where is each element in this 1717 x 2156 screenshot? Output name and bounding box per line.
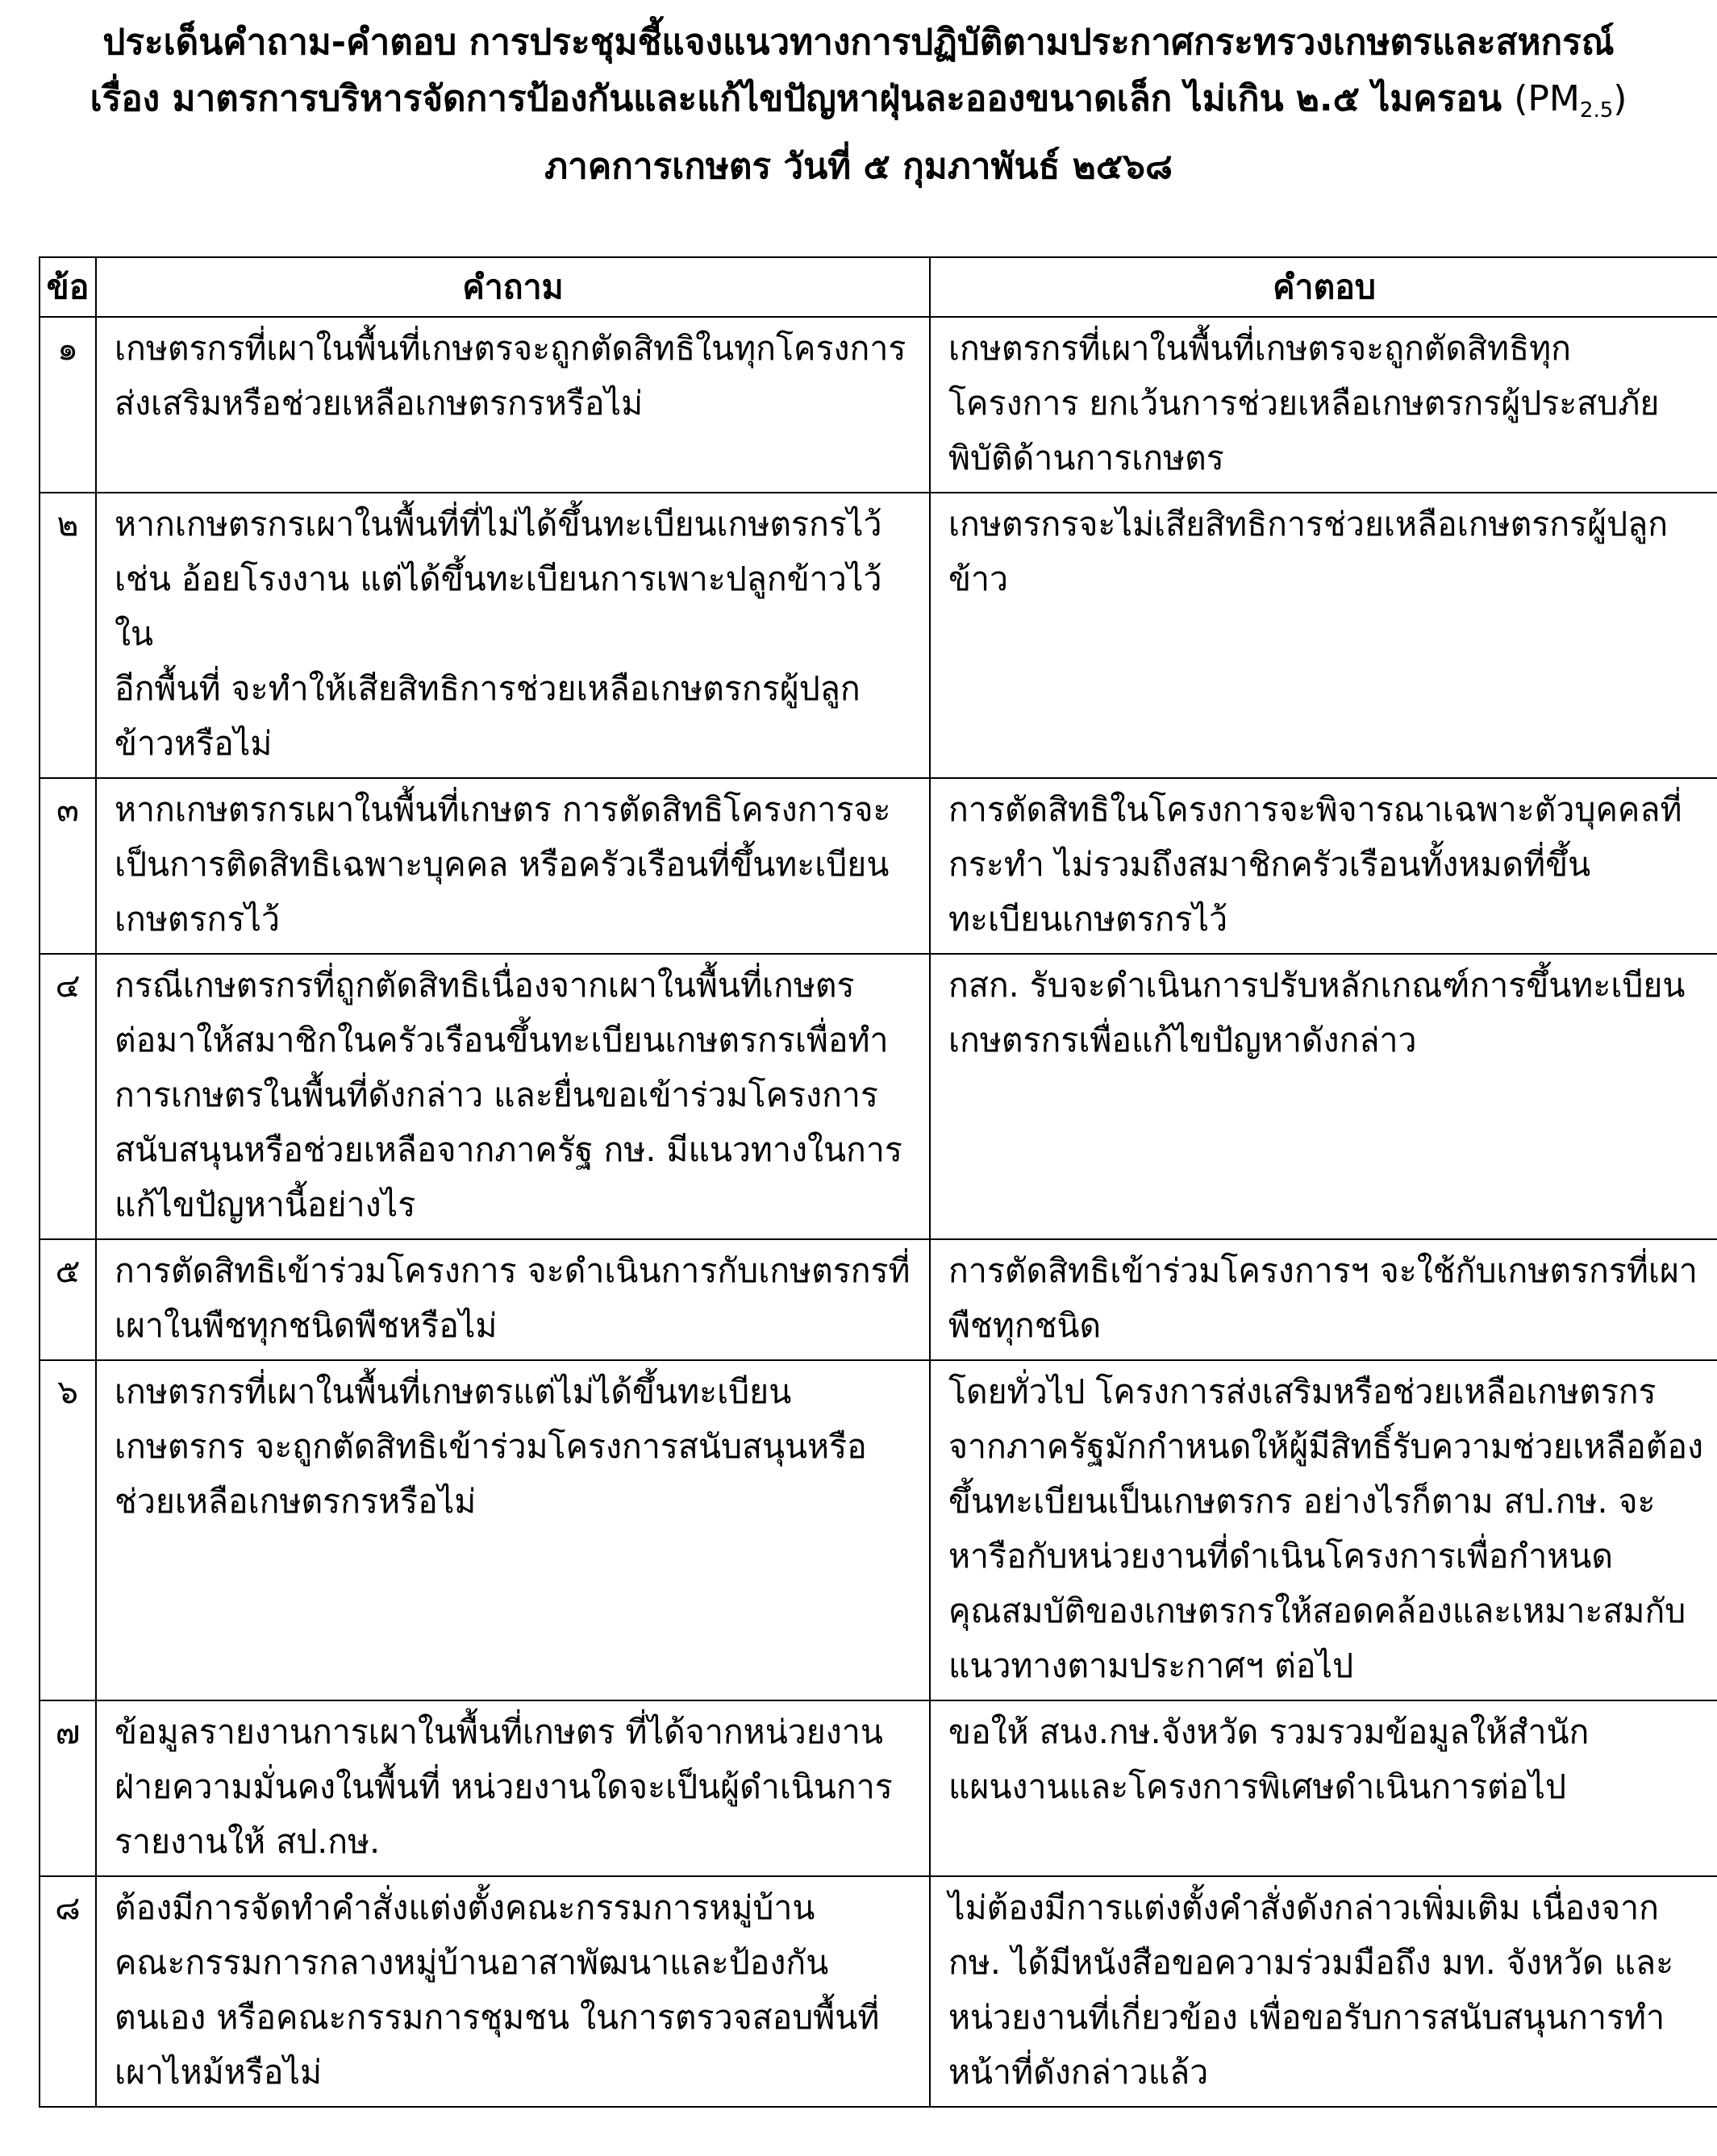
question-cell-line: ส่งเสริมหรือช่วยเหลือเกษตรกรหรือไม่ bbox=[115, 384, 644, 422]
question-cell bbox=[96, 1700, 930, 1876]
answer-cell-line: ไม่ต้องมีการแต่งตั้งคำสั่งดังกล่าวเพิ่มเติม เนื่องจาก bbox=[948, 1888, 1659, 1927]
table-row bbox=[40, 778, 1717, 954]
question-cell-line: คณะกรรมการกลางหมู่บ้านอาสาพัฒนาและป้องกัน bbox=[115, 1943, 829, 1982]
answer-cell bbox=[930, 1700, 1717, 1876]
question-cell bbox=[96, 954, 930, 1239]
answer-cell-line: โดยทั่วไป โครงการส่งเสริมหรือช่วยเหลือเกษตรกร bbox=[948, 1372, 1657, 1411]
table-row bbox=[40, 1876, 1717, 2107]
answer-cell-line: หน่วยงานที่เกี่ยวข้อง เพื่อขอรับการสนับสนุนการทำ bbox=[948, 1998, 1665, 2037]
pm-subscript: 2.5 bbox=[1579, 98, 1614, 123]
answer-cell-line: กษ. ได้มีหนังสือขอความร่วมมือถึง มท. จังหวัด และ bbox=[948, 1943, 1674, 1982]
header-answer: คำตอบ bbox=[930, 257, 1717, 317]
question-cell-line: เกษตรกรที่เผาในพื้นที่เกษตรแต่ไม่ได้ขึ้นทะเบียน bbox=[115, 1372, 792, 1411]
title-line-1: ประเด็นคำถาม-คำตอบ การประชุมชี้แจงแนวทางการปฏิบัติตามประกาศกระทรวงเกษตรและสหกรณ์ bbox=[102, 22, 1615, 63]
answer-cell-line: การตัดสิทธิในโครงการจะพิจารณาเฉพาะตัวบุคคลที่ bbox=[948, 790, 1682, 829]
question-cell-line: หากเกษตรกรเผาในพื้นที่ที่ไม่ได้ขึ้นทะเบียนเกษตรกรไว้ bbox=[115, 505, 882, 543]
question-cell-line: แก้ไขปัญหานี้อย่างไร bbox=[115, 1185, 416, 1224]
table-header-row bbox=[40, 257, 1717, 317]
question-cell-line: การเกษตรในพื้นที่ดังกล่าว และยื่นขอเข้าร่วมโครงการ bbox=[115, 1076, 878, 1114]
question-cell-line: เกษตรกร จะถูกตัดสิทธิเข้าร่วมโครงการสนับสนุนหรือ bbox=[115, 1427, 867, 1466]
row-number: ๕ bbox=[40, 1239, 96, 1360]
answer-cell-line: ขึ้นทะเบียนเป็นเกษตรกร อย่างไรก็ตาม สป.กษ. จะ bbox=[948, 1482, 1656, 1521]
question-cell-line: เผาในพืชทุกชนิดพืชหรือไม่ bbox=[115, 1306, 498, 1345]
pm-label bbox=[1514, 78, 1627, 123]
table-row bbox=[40, 317, 1717, 493]
question-cell-line: เป็นการติดสิทธิเฉพาะบุคคล หรือครัวเรือนที่ขึ้นทะเบียน bbox=[115, 845, 890, 884]
row-number: ๔ bbox=[40, 954, 96, 1239]
question-cell bbox=[96, 1360, 930, 1700]
question-cell-line: การตัดสิทธิเข้าร่วมโครงการ จะดำเนินการกับเกษตรกรที่ bbox=[115, 1251, 911, 1290]
answer-cell-line: พิบัติด้านการเกษตร bbox=[948, 439, 1224, 477]
question-cell-line: ฝ่ายความมั่นคงในพื้นที่ หน่วยงานใดจะเป็นผู้ดำเนินการ bbox=[115, 1767, 893, 1806]
answer-cell-line: ทะเบียนเกษตรกรไว้ bbox=[948, 900, 1228, 939]
answer-cell-line: แผนงานและโครงการพิเศษดำเนินการต่อไป bbox=[948, 1767, 1567, 1806]
answer-cell-line: ข้าว bbox=[948, 560, 1009, 598]
row-number: ๗ bbox=[40, 1700, 96, 1876]
question-cell bbox=[96, 1239, 930, 1360]
answer-cell bbox=[930, 1239, 1717, 1360]
answer-cell-line: เกษตรกรที่เผาในพื้นที่เกษตรจะถูกตัดสิทธิทุก bbox=[948, 329, 1571, 368]
row-number: ๘ bbox=[40, 1876, 96, 2107]
answer-cell-line: คุณสมบัติของเกษตรกรให้สอดคล้องและเหมาะสมกับ bbox=[948, 1592, 1686, 1630]
row-number: ๓ bbox=[40, 778, 96, 954]
header-question: คำถาม bbox=[96, 257, 930, 317]
answer-cell bbox=[930, 1360, 1717, 1700]
pm-close: ) bbox=[1613, 78, 1627, 119]
question-cell bbox=[96, 778, 930, 954]
question-cell bbox=[96, 493, 930, 778]
row-number: ๖ bbox=[40, 1360, 96, 1700]
table-row bbox=[40, 1360, 1717, 1700]
table-row bbox=[40, 1239, 1717, 1360]
answer-cell-line: จากภาครัฐมักกำหนดให้ผู้มีสิทธิ์รับความช่วยเหลือต้อง bbox=[948, 1427, 1704, 1466]
document-title bbox=[0, 15, 1717, 195]
row-number: ๒ bbox=[40, 493, 96, 778]
title-line-3: ภาคการเกษตร วันที่ ๕ กุมภาพันธ์ ๒๕๖๘ bbox=[544, 146, 1173, 187]
answer-cell-line: เกษตรกรเพื่อแก้ไขปัญหาดังกล่าว bbox=[948, 1021, 1417, 1059]
question-cell-line: ต่อมาให้สมาชิกในครัวเรือนขึ้นทะเบียนเกษตรกรเพื่อทำ bbox=[115, 1021, 889, 1059]
answer-cell-line: แนวทางตามประกาศฯ ต่อไป bbox=[948, 1646, 1354, 1685]
question-cell-line: สนับสนุนหรือช่วยเหลือจากภาครัฐ กษ. มีแนวทางในการ bbox=[115, 1130, 902, 1169]
question-cell-line: เช่น อ้อยโรงงาน แต่ได้ขึ้นทะเบียนการเพาะปลูกข้าวไว้ใน bbox=[115, 560, 882, 653]
answer-cell-line: กระทำ ไม่รวมถึงสมาชิกครัวเรือนทั้งหมดที่ขึ้น bbox=[948, 845, 1591, 884]
title-line-2 bbox=[0, 71, 1717, 139]
pm-open: (PM bbox=[1514, 78, 1580, 119]
answer-cell-line: เกษตรกรจะไม่เสียสิทธิการช่วยเหลือเกษตรกรผู้ปลูก bbox=[948, 505, 1669, 543]
qa-table bbox=[39, 256, 1717, 2108]
question-cell-line: ข้อมูลรายงานการเผาในพื้นที่เกษตร ที่ได้จากหน่วยงาน bbox=[115, 1713, 883, 1751]
answer-cell-line: การตัดสิทธิเข้าร่วมโครงการฯ จะใช้กับเกษตรกรที่เผา bbox=[948, 1251, 1698, 1290]
table-row bbox=[40, 493, 1717, 778]
table-row bbox=[40, 1700, 1717, 1876]
qa-table-body bbox=[40, 317, 1717, 2107]
header-no: ข้อ bbox=[40, 257, 96, 317]
answer-cell bbox=[930, 1876, 1717, 2107]
answer-cell-line: พืชทุกชนิด bbox=[948, 1306, 1102, 1345]
question-cell bbox=[96, 1876, 930, 2107]
answer-cell-line: หน้าที่ดังกล่าวแล้ว bbox=[948, 2053, 1209, 2091]
answer-cell bbox=[930, 317, 1717, 493]
answer-cell bbox=[930, 954, 1717, 1239]
table-row bbox=[40, 954, 1717, 1239]
answer-cell bbox=[930, 493, 1717, 778]
question-cell-line: อีกพื้นที่ จะทำให้เสียสิทธิการช่วยเหลือเกษตรกรผู้ปลูก bbox=[115, 669, 861, 708]
answer-cell-line: หารือกับหน่วยงานที่ดำเนินโครงการเพื่อกำหนด bbox=[948, 1537, 1614, 1575]
title-line-2-text: เรื่อง มาตรการบริหารจัดการป้องกันและแก้ไขปัญหาฝุ่นละอองขนาดเล็ก ไม่เกิน ๒.๕ ไมครอน bbox=[90, 78, 1502, 119]
question-cell-line: หากเกษตรกรเผาในพื้นที่เกษตร การตัดสิทธิโครงการจะ bbox=[115, 790, 891, 829]
question-cell-line: กรณีเกษตรกรที่ถูกตัดสิทธิเนื่องจากเผาในพื้นที่เกษตร bbox=[115, 966, 855, 1005]
question-cell-line: ตนเอง หรือคณะกรรมการชุมชน ในการตรวจสอบพื้นที่ bbox=[115, 1998, 880, 2037]
question-cell-line: ข้าวหรือไม่ bbox=[115, 724, 273, 763]
answer-cell-line: ขอให้ สนง.กษ.จังหวัด รวมรวมข้อมูลให้สำนัก bbox=[948, 1713, 1590, 1751]
answer-cell-line: กสก. รับจะดำเนินการปรับหลักเกณฑ์การขึ้นทะเบียน bbox=[948, 966, 1686, 1005]
question-cell-line: เกษตรกรที่เผาในพื้นที่เกษตรจะถูกตัดสิทธิในทุกโครงการ bbox=[115, 329, 906, 368]
row-number: ๑ bbox=[40, 317, 96, 493]
question-cell bbox=[96, 317, 930, 493]
question-cell-line: รายงานให้ สป.กษ. bbox=[115, 1822, 381, 1861]
answer-cell bbox=[930, 778, 1717, 954]
question-cell-line: ช่วยเหลือเกษตรกรหรือไม่ bbox=[115, 1482, 477, 1521]
question-cell-line: เผาไหม้หรือไม่ bbox=[115, 2053, 323, 2091]
answer-cell-line: โครงการ ยกเว้นการช่วยเหลือเกษตรกรผู้ประสบภัย bbox=[948, 384, 1660, 422]
question-cell-line: เกษตรกรไว้ bbox=[115, 900, 280, 939]
question-cell-line: ต้องมีการจัดทำคำสั่งแต่งตั้งคณะกรรมการหมู่บ้าน bbox=[115, 1888, 815, 1927]
